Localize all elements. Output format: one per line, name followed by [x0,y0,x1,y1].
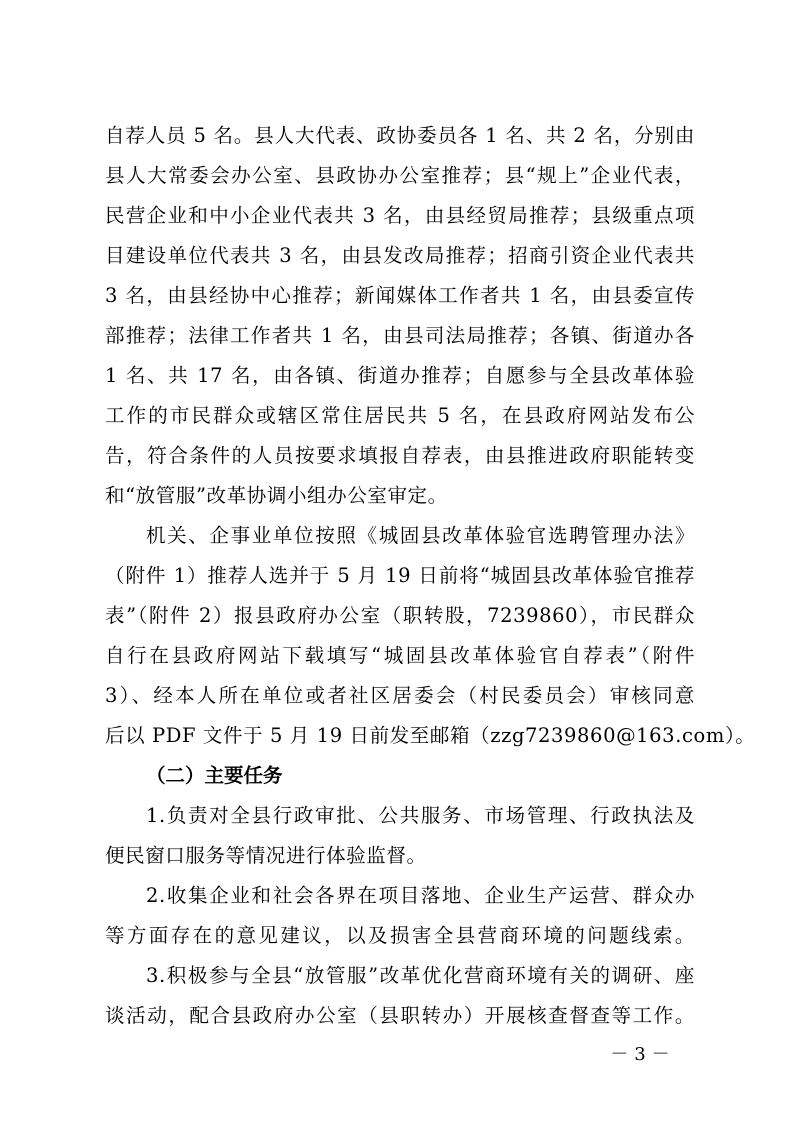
section-heading: （二）主要任务 [146,764,283,787]
paragraph-1-line-5: 3 名，由县经协中心推荐；新闻媒体工作者共 1 名，由县委宣传 [105,284,695,307]
paragraph-1-line-10: 和“放管服”改革协调小组办公室审定。 [105,484,448,507]
paragraph-2-line-6: 后以 PDF 文件于 5 月 19 日前发至邮箱（zzg7239860@163.com）。 [105,724,756,747]
paragraph-2-line-3: 表”（附件 2）报县政府办公室（职转股，7239860），市民群众 [105,604,695,627]
paragraph-1-line-4: 目建设单位代表共 3 名，由县发改局推荐；招商引资企业代表共 [105,244,695,267]
paragraph-1-line-1: 自荐人员 5 名。县人大代表、政协委员各 1 名、共 2 名，分别由 [105,124,695,147]
task-1-line-2: 便民窗口服务等情况进行体验监督。 [105,844,427,867]
paragraph-1-line-8: 工作的市民群众或辖区常住居民共 5 名，在县政府网站发布公 [105,404,695,427]
paragraph-1-line-3: 民营企业和中小企业代表共 3 名，由县经贸局推荐；县级重点项 [105,204,695,227]
paragraph-2-line-2: （附件 1）推荐人选并于 5 月 19 日前将“城固县改革体验官推荐 [105,564,695,587]
paragraph-2-line-4: 自行在县政府网站下载填写“城固县改革体验官自荐表”（附件 [105,644,695,667]
paragraph-1-line-6: 部推荐；法律工作者共 1 名，由县司法局推荐；各镇、街道办各 [105,324,695,347]
task-1-line-1: 1.负责对全县行政审批、公共服务、市场管理、行政执法及 [146,804,695,827]
paragraph-2-line-1: 机关、企事业单位按照《城固县改革体验官选聘管理办法》 [146,524,695,547]
page-number: － 3 － [610,1044,670,1065]
task-3-line-2: 谈活动，配合县政府办公室（县职转办）开展核查督查等工作。 [105,1004,695,1027]
task-2-line-1: 2.收集企业和社会各界在项目落地、企业生产运营、群众办 [146,884,695,907]
paragraph-2-line-5: 3）、经本人所在单位或者社区居委会（村民委员会）审核同意 [105,684,695,707]
task-3-line-1: 3.积极参与全县“放管服”改革优化营商环境有关的调研、座 [146,964,695,987]
paragraph-1-line-9: 告，符合条件的人员按要求填报自荐表，由县推进政府职能转变 [105,444,695,467]
paragraph-1-line-2: 县人大常委会办公室、县政协办公室推荐；县“规上”企业代表， [105,164,695,187]
task-2-line-2: 等方面存在的意见建议，以及损害全县营商环境的问题线索。 [105,924,695,947]
paragraph-1-line-7: 1 名、共 17 名，由各镇、街道办推荐；自愿参与全县改革体验 [105,364,695,387]
